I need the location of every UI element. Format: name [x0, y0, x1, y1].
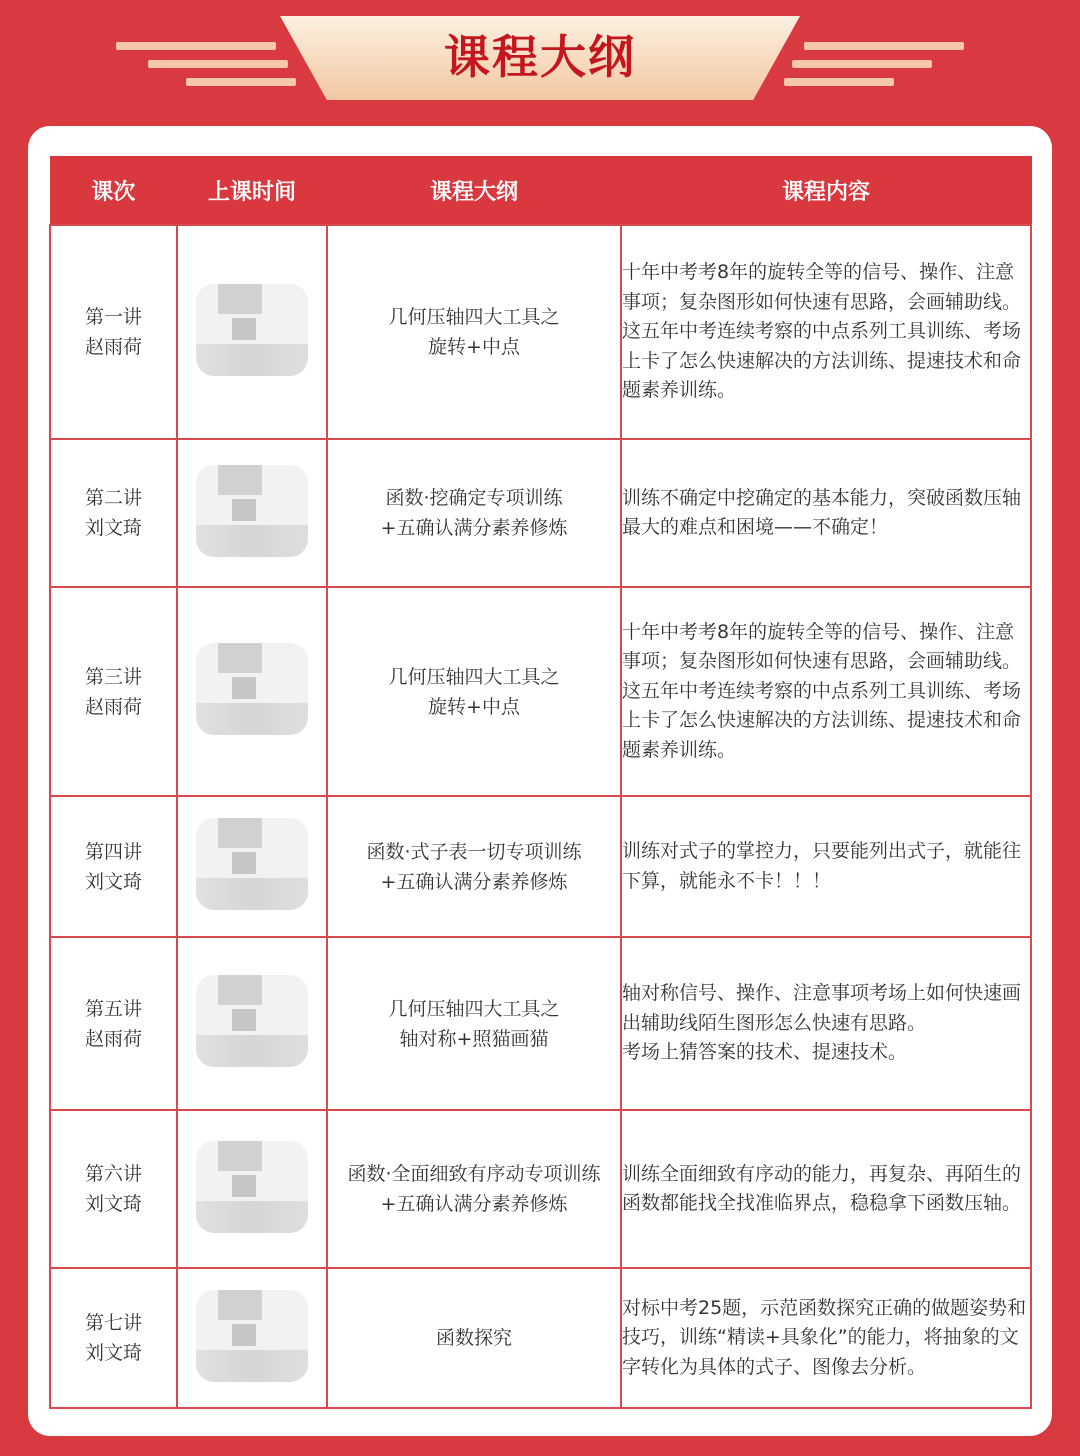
- banner-stripe-right-2: [792, 60, 932, 68]
- class-time-cell: [177, 796, 327, 937]
- class-time-cell: [177, 439, 327, 587]
- outline-cell: [327, 937, 621, 1110]
- teacher-name: 赵雨荷: [84, 336, 142, 358]
- outline-line: +五确认满分素养修炼: [380, 517, 568, 539]
- header-time: 上课时间: [177, 156, 327, 225]
- content-cell: [621, 937, 1031, 1110]
- table-row: [50, 796, 1031, 937]
- blurred-time-image: [196, 284, 308, 376]
- header-content: 课程内容: [621, 156, 1031, 225]
- blurred-time-image: [196, 818, 308, 910]
- banner-stripe-left-1: [116, 42, 276, 50]
- class-time-cell: [177, 1268, 327, 1408]
- content-text: 十年中考考8年的旋转全等的信号、操作、注意事项；复杂图形如何快速有思路，会画辅助线。 这五年中考连续考察的中点系列工具训练、考场上卡了怎么快速解决的方法训练、提速技术和命题素养训练。: [622, 620, 1022, 761]
- course-outline-table: [49, 156, 1032, 1409]
- table-row: [50, 225, 1031, 439]
- title-banner: [0, 0, 1080, 120]
- content-cell: [621, 1110, 1031, 1268]
- class-time-cell: [177, 225, 327, 439]
- content-cell: [621, 587, 1031, 796]
- lesson-cell: [50, 1268, 177, 1408]
- teacher-name: 赵雨荷: [84, 1027, 142, 1050]
- outline-line: 几何压轴四大工具之: [388, 997, 560, 1020]
- outline-cell: [327, 796, 621, 937]
- lesson-number: 第七讲: [84, 1312, 142, 1334]
- lesson-number: 第三讲: [84, 665, 142, 688]
- header-outline: 课程大纲: [327, 156, 621, 225]
- content-cell: [621, 796, 1031, 937]
- outline-cell: [327, 1268, 621, 1408]
- outline-line: 函数·全面细致有序动专项训练: [347, 1163, 601, 1185]
- teacher-name: 刘文琦: [84, 1193, 142, 1215]
- blurred-time-image: [196, 975, 308, 1067]
- table-row: [50, 439, 1031, 587]
- outline-line: +五确认满分素养修炼: [380, 1193, 568, 1215]
- banner-stripe-right-1: [804, 42, 964, 50]
- blurred-time-image: [196, 465, 308, 557]
- blurred-time-image: [196, 643, 308, 735]
- page-title: 课程大纲: [444, 30, 636, 84]
- table-row: [50, 1110, 1031, 1268]
- class-time-cell: [177, 937, 327, 1110]
- lesson-number: 第六讲: [84, 1163, 142, 1185]
- outline-line: +五确认满分素养修炼: [380, 870, 568, 893]
- outline-line: 函数·式子表一切专项训练: [366, 840, 582, 863]
- table-row: [50, 587, 1031, 796]
- outline-line: 函数·挖确定专项训练: [385, 487, 563, 509]
- outline-cell: [327, 1110, 621, 1268]
- content-text: 十年中考考8年的旋转全等的信号、操作、注意事项；复杂图形如何快速有思路，会画辅助线。 这五年中考连续考察的中点系列工具训练、考场上卡了怎么快速解决的方法训练、提速技术和命题素养训练。: [622, 261, 1022, 402]
- content-text: 轴对称信号、操作、注意事项考场上如何快速画出辅助线陌生图形怎么快速有思路。 考场上猜答案的技术、提速技术。: [622, 982, 1022, 1064]
- blurred-time-image: [196, 1141, 308, 1233]
- lesson-cell: [50, 937, 177, 1110]
- header-lesson: 课次: [50, 156, 177, 225]
- lesson-cell: [50, 587, 177, 796]
- class-time-cell: [177, 587, 327, 796]
- outline-cell: [327, 225, 621, 439]
- outline-line: 轴对称+照猫画猫: [399, 1027, 549, 1050]
- content-cell: [621, 225, 1031, 439]
- outline-cell: [327, 587, 621, 796]
- lesson-cell: [50, 796, 177, 937]
- lesson-number: 第四讲: [84, 840, 142, 863]
- outline-line: 旋转+中点: [428, 336, 520, 358]
- teacher-name: 刘文琦: [84, 870, 142, 893]
- content-text: 训练不确定中挖确定的基本能力，突破函数压轴最大的难点和困境——不确定！: [622, 486, 1022, 538]
- outline-line: 函数探究: [435, 1327, 512, 1349]
- banner-stripe-left-2: [148, 60, 288, 68]
- content-text: 对标中考25题，示范函数探究正确的做题姿势和技巧，训练“精读+具象化”的能力，将抽象的文字转化为具体的式子、图像去分析。: [622, 1296, 1027, 1378]
- lesson-cell: [50, 439, 177, 587]
- table-row: [50, 1268, 1031, 1408]
- content-text: 训练全面细致有序动的能力，再复杂、再陌生的函数都能找全找准临界点，稳稳拿下函数压轴。: [622, 1162, 1022, 1214]
- lesson-number: 第五讲: [84, 997, 142, 1020]
- teacher-name: 赵雨荷: [84, 695, 142, 718]
- lesson-cell: [50, 225, 177, 439]
- outline-cell: [327, 439, 621, 587]
- content-cell: [621, 439, 1031, 587]
- banner-stripe-right-3: [784, 78, 894, 86]
- lesson-number: 第二讲: [84, 487, 142, 509]
- table-row: [50, 937, 1031, 1110]
- class-time-cell: [177, 1110, 327, 1268]
- lesson-number: 第一讲: [84, 306, 142, 328]
- table-header-row: [50, 156, 1031, 225]
- outline-line: 几何压轴四大工具之: [388, 665, 560, 688]
- teacher-name: 刘文琦: [84, 1342, 142, 1364]
- outline-line: 几何压轴四大工具之: [388, 306, 560, 328]
- lesson-cell: [50, 1110, 177, 1268]
- blurred-time-image: [196, 1290, 308, 1382]
- content-text: 训练对式子的掌控力，只要能列出式子，就能往下算，就能永不卡！！！: [622, 840, 1022, 892]
- teacher-name: 刘文琦: [84, 517, 142, 539]
- outline-line: 旋转+中点: [428, 695, 520, 718]
- content-cell: [621, 1268, 1031, 1408]
